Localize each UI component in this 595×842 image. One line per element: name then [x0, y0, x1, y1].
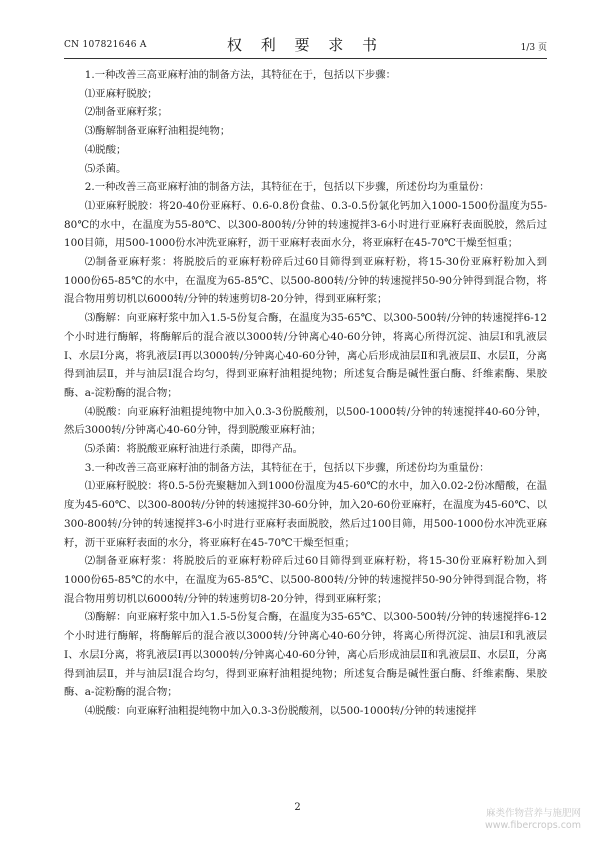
claim-1-step-3: ⑶酶解制备亚麻籽油粗提纯物；	[84, 125, 231, 138]
patent-number: CN 107821646 A	[64, 40, 147, 50]
claim-2-step-1: ⑴亚麻籽脱胶：将20-40份亚麻籽、0.6-0.8份食盐、0.3-0.5份氯化钙加入1000-1500份温度为55-80℃的水中，在温度为55-80℃、以300-800转/分钟的转速搅拌3-6小时进行亚麻籽表面脱胶，然后过100目筛，用500-1000份水冲洗亚麻籽，沥干亚麻籽表面水分，将亚麻籽在45-70℃干燥至恒重；	[64, 199, 547, 250]
header-divider	[64, 58, 547, 59]
claim-2-step-5: ⑸杀菌：将脱酸亚麻籽油进行杀菌，即得产品。	[84, 443, 303, 456]
claim-3-step-3: ⑶酶解：向亚麻籽浆中加入1.5-5份复合酶，在温度为35-65℃、以300-500转/分钟的转速搅拌6-12个小时进行酶解，将酶解后的混合液以3000转/分钟离心40-60分钟，将离心所得沉淀、油层Ⅰ和乳液层Ⅰ、水层Ⅰ分离，将乳液层Ⅰ再以3000转/分钟离心40-60分钟，离心后形成油层Ⅱ和乳液层Ⅱ、水层Ⅱ，分离得到油层Ⅱ，并与油层Ⅰ混合均匀，得到亚麻籽油粗提纯物；所述复合酶是碱性蛋白酶、纤维素酶、果胶酶、a-淀粉酶的混合物；	[64, 611, 547, 699]
document-title: 权 利 要 求 书	[226, 36, 385, 54]
claim-1-step-2: ⑵制备亚麻籽浆；	[84, 106, 168, 119]
page-header	[64, 32, 547, 58]
claim-2-step-3: ⑶酶解：向亚麻籽浆中加入1.5-5份复合酶，在温度为35-65℃、以300-500转/分钟的转速搅拌6-12个小时进行酶解，将酶解后的混合液以3000转/分钟离心40-60分钟，将离心所得沉淀、油层Ⅰ和乳液层Ⅰ、水层Ⅰ分离，将乳液层Ⅰ再以3000转/分钟离心40-60分钟，离心后形成油层Ⅱ和乳液层Ⅱ、水层Ⅱ，分离得到油层Ⅱ，并与油层Ⅰ混合均匀，得到亚麻籽油粗提纯物；所述复合酶是碱性蛋白酶、纤维素酶、果胶酶、a-淀粉酶的混合物；	[64, 312, 547, 399]
watermark-url: www.fibercrops.com	[484, 820, 581, 831]
claim-1-step-1: ⑴亚麻籽脱胶；	[84, 87, 158, 100]
site-watermark	[485, 808, 581, 832]
claim-3-step-1: ⑴亚麻籽脱胶：将0.5-5份壳聚糖加入到1000份温度为45-60℃的水中，加入0.02-2份冰醋酸，在温度为45-60℃、以300-800转/分钟的转速搅拌30-60分钟，加入20-60份亚麻籽，在温度为45-60℃、以300-800转/分钟的转速搅拌3-6小时进行亚麻籽表面脱胶，然后过100目筛，用500-1000份水冲洗亚麻籽，沥干亚麻籽表面的水分，将亚麻籽在45-70℃干燥至恒重；	[64, 480, 547, 549]
claim-3-step-2: ⑵制备亚麻籽浆：将脱胶后的亚麻籽粉碎后过60目筛得到亚麻籽粉，将15-30份亚麻籽粉加入到1000份65-85℃的水中，在温度为65-85℃、以500-800转/分钟的转速搅拌50-90分钟得到混合物，将混合物用剪切机以6000转/分钟的转速剪切8-20分钟，得到亚麻籽浆；	[64, 555, 547, 605]
claim-3-step-4: ⑷脱酸：向亚麻籽油粗提纯物中加入0.3-3份脱酸剂，以500-1000转/分钟的转速搅拌	[84, 704, 477, 717]
claim-1-step-5: ⑸杀菌。	[84, 162, 127, 175]
claim-1-intro: 1.一种改善三高亚麻籽油的制备方法，其特征在于，包括以下步骤：	[84, 69, 397, 81]
claim-2-intro: 2.一种改善三高亚麻籽油的制备方法，其特征在于，包括以下步骤，所述份均为重量份：	[84, 181, 490, 194]
claims-body	[64, 66, 547, 721]
page-number: 2	[294, 802, 301, 813]
claim-2-step-2: ⑵制备亚麻籽浆：将脱胶后的亚麻籽粉碎后过60目筛得到亚麻籽粉，将15-30份亚麻籽粉加入到1000份65-85℃的水中，在温度为65-85℃、以500-800转/分钟的转速搅拌50-90分钟得到混合物，将混合物用剪切机以6000转/分钟的转速剪切8-20分钟，得到亚麻籽浆；	[64, 256, 547, 306]
claim-1-step-4: ⑷脱酸；	[84, 143, 127, 156]
watermark-site-name: 麻类作物营养与施肥网	[485, 808, 581, 819]
page-indicator: 1/3 页	[520, 43, 547, 53]
claim-3-intro: 3.一种改善三高亚麻籽油的制备方法，其特征在于，包括以下步骤，所述份均为重量份：	[84, 461, 490, 474]
claim-2-step-4: ⑷脱酸：向亚麻籽油粗提纯物中加入0.3-3份脱酸剂，以500-1000转/分钟的转速搅拌40-60分钟，然后3000转/分钟离心40-60分钟，得到脱酸亚麻籽油；	[64, 405, 547, 437]
